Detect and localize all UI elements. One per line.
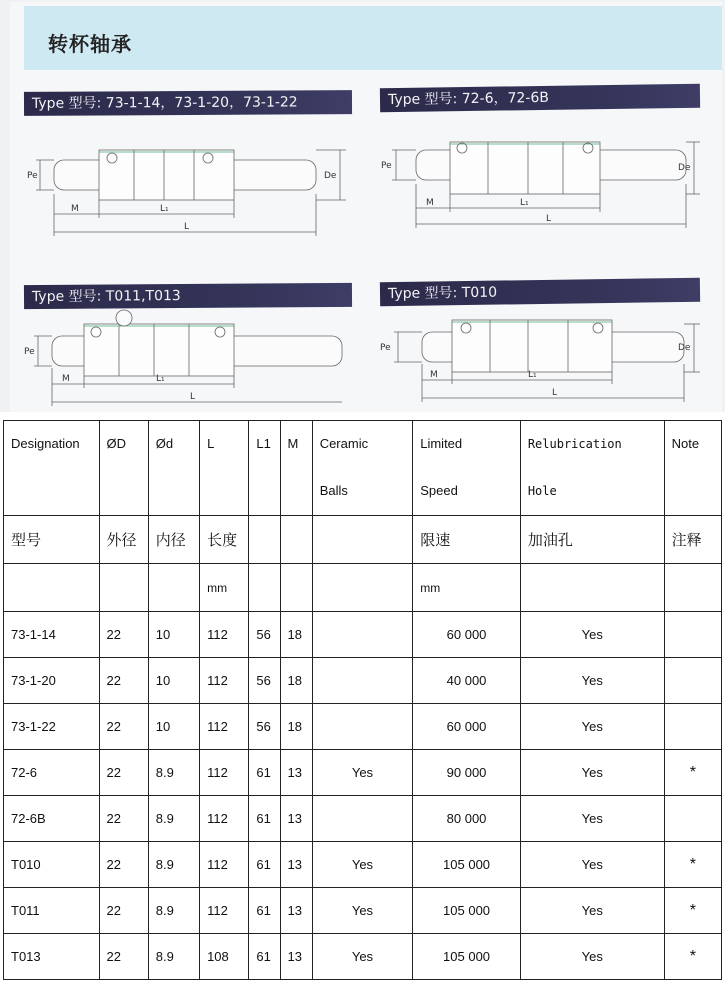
cell-designation: T013 bbox=[4, 934, 100, 980]
spec-table bbox=[3, 420, 722, 980]
cn-length: 长度 bbox=[200, 516, 249, 564]
cell-l1: 61 bbox=[249, 750, 280, 796]
dim-l1: L₁ bbox=[160, 204, 169, 214]
cell-designation: 72-6 bbox=[4, 750, 100, 796]
col-limited-speed: Limited Speed bbox=[413, 421, 521, 516]
dim-m: M bbox=[430, 370, 438, 380]
type-banner-t010: Type 型号: T010 bbox=[380, 278, 700, 306]
cell-ceramic-balls bbox=[312, 796, 413, 842]
cell-limited-speed: 90 000 bbox=[413, 750, 521, 796]
cell-m: 13 bbox=[280, 796, 312, 842]
table-row bbox=[4, 658, 722, 704]
cell-limited-speed: 40 000 bbox=[413, 658, 521, 704]
units-row bbox=[4, 564, 722, 612]
col-designation: Designation bbox=[4, 421, 100, 516]
cell-inner-diameter: 10 bbox=[148, 704, 199, 750]
dim-de: De bbox=[324, 171, 337, 181]
cell-m: 13 bbox=[280, 934, 312, 980]
cn-note: 注释 bbox=[664, 516, 721, 564]
cn-speed: 限速 bbox=[413, 516, 521, 564]
cell-l1: 61 bbox=[249, 888, 280, 934]
col-ceramic-balls: Ceramic Balls bbox=[312, 421, 413, 516]
cell-designation: T011 bbox=[4, 888, 100, 934]
cell-inner-diameter: 10 bbox=[148, 658, 199, 704]
catalog-photo bbox=[0, 0, 725, 412]
dim-l1: L₁ bbox=[528, 370, 537, 380]
cell-l1: 61 bbox=[249, 842, 280, 888]
cell-m: 18 bbox=[280, 612, 312, 658]
dim-m: M bbox=[71, 204, 79, 214]
cell-relubrication-hole: Yes bbox=[520, 842, 664, 888]
cn-designation: 型号 bbox=[4, 516, 100, 564]
table-row bbox=[4, 704, 722, 750]
cell-inner-diameter: 8.9 bbox=[148, 842, 199, 888]
cell-designation: 73-1-14 bbox=[4, 612, 100, 658]
cell-ceramic-balls bbox=[312, 704, 413, 750]
dim-l: L bbox=[184, 222, 190, 232]
cell-relubrication-hole: Yes bbox=[520, 934, 664, 980]
dim-l: L bbox=[546, 214, 552, 224]
dim-de: De bbox=[678, 163, 691, 173]
cell-designation: 73-1-20 bbox=[4, 658, 100, 704]
cell-relubrication-hole: Yes bbox=[520, 704, 664, 750]
cell-ceramic-balls: Yes bbox=[312, 842, 413, 888]
col-note: Note bbox=[664, 421, 721, 516]
cell-length: 108 bbox=[200, 934, 249, 980]
cell-note: * bbox=[664, 842, 721, 888]
cell-inner-diameter: 10 bbox=[148, 612, 199, 658]
cn-inner-diameter: 内径 bbox=[148, 516, 199, 564]
cell-length: 112 bbox=[200, 750, 249, 796]
cell-ceramic-balls: Yes bbox=[312, 934, 413, 980]
cell-inner-diameter: 8.9 bbox=[148, 934, 199, 980]
cell-outer-diameter: 22 bbox=[99, 704, 148, 750]
cell-limited-speed: 80 000 bbox=[413, 796, 521, 842]
cn-empty bbox=[312, 516, 413, 564]
col-relubrication-hole: Relubrication Hole bbox=[520, 421, 664, 516]
table-row bbox=[4, 934, 722, 980]
dim-m: M bbox=[62, 374, 70, 384]
cell-m: 13 bbox=[280, 750, 312, 796]
cell-designation: 72-6B bbox=[4, 796, 100, 842]
cell-m: 18 bbox=[280, 658, 312, 704]
bearing-drawing-t010 bbox=[378, 302, 708, 406]
cn-empty bbox=[280, 516, 312, 564]
col-inner-diameter: Ød bbox=[148, 421, 199, 516]
cell-m: 13 bbox=[280, 888, 312, 934]
cell-relubrication-hole: Yes bbox=[520, 658, 664, 704]
table-row bbox=[4, 612, 722, 658]
table-row bbox=[4, 750, 722, 796]
dim-de: De bbox=[678, 343, 691, 353]
cell-l1: 56 bbox=[249, 612, 280, 658]
cell-inner-diameter: 8.9 bbox=[148, 750, 199, 796]
cell-note bbox=[664, 612, 721, 658]
cell-note: * bbox=[664, 750, 721, 796]
type-banner-t011: Type 型号: T011,T013 bbox=[24, 283, 352, 309]
cell-ceramic-balls bbox=[312, 612, 413, 658]
cell-inner-diameter: 8.9 bbox=[148, 888, 199, 934]
unit-length: mm bbox=[200, 564, 249, 612]
cell-outer-diameter: 22 bbox=[99, 658, 148, 704]
dim-pe: Pe bbox=[24, 347, 35, 357]
cell-outer-diameter: 22 bbox=[99, 796, 148, 842]
cell-limited-speed: 105 000 bbox=[413, 842, 521, 888]
cell-inner-diameter: 8.9 bbox=[148, 796, 199, 842]
cell-relubrication-hole: Yes bbox=[520, 612, 664, 658]
cell-length: 112 bbox=[200, 796, 249, 842]
cell-outer-diameter: 22 bbox=[99, 842, 148, 888]
cell-l1: 56 bbox=[249, 704, 280, 750]
cell-note: * bbox=[664, 934, 721, 980]
bearing-drawing-73-1 bbox=[24, 134, 354, 244]
cell-note bbox=[664, 704, 721, 750]
dim-l: L bbox=[552, 388, 558, 398]
cell-limited-speed: 60 000 bbox=[413, 612, 521, 658]
table-body bbox=[4, 612, 722, 980]
cell-limited-speed: 105 000 bbox=[413, 888, 521, 934]
section-title: 转杯轴承 bbox=[48, 32, 132, 56]
section-title-band bbox=[24, 6, 722, 70]
cell-length: 112 bbox=[200, 612, 249, 658]
unit-speed: mm bbox=[413, 564, 521, 612]
cell-limited-speed: 105 000 bbox=[413, 934, 521, 980]
cell-length: 112 bbox=[200, 888, 249, 934]
cell-relubrication-hole: Yes bbox=[520, 888, 664, 934]
dim-pe: Pe bbox=[27, 171, 38, 181]
dim-pe: Pe bbox=[380, 343, 391, 353]
cell-m: 13 bbox=[280, 842, 312, 888]
cell-length: 112 bbox=[200, 658, 249, 704]
cell-length: 112 bbox=[200, 704, 249, 750]
cell-ceramic-balls: Yes bbox=[312, 888, 413, 934]
cell-relubrication-hole: Yes bbox=[520, 750, 664, 796]
cell-note: * bbox=[664, 888, 721, 934]
table-row bbox=[4, 888, 722, 934]
col-outer-diameter: ØD bbox=[99, 421, 148, 516]
cn-empty bbox=[249, 516, 280, 564]
header-row-cn bbox=[4, 516, 722, 564]
cell-limited-speed: 60 000 bbox=[413, 704, 521, 750]
cell-length: 112 bbox=[200, 842, 249, 888]
cell-note bbox=[664, 796, 721, 842]
table-row bbox=[4, 796, 722, 842]
dim-l: L bbox=[190, 392, 196, 402]
cell-outer-diameter: 22 bbox=[99, 934, 148, 980]
cell-outer-diameter: 22 bbox=[99, 750, 148, 796]
type-banner-72-6: Type 型号: 72-6，72-6B bbox=[380, 84, 700, 112]
col-m: M bbox=[280, 421, 312, 516]
cell-relubrication-hole: Yes bbox=[520, 796, 664, 842]
cell-ceramic-balls bbox=[312, 658, 413, 704]
type-banner-73-1: Type 型号: 73-1-14，73-1-20，73-1-22 bbox=[24, 90, 352, 116]
table-row bbox=[4, 842, 722, 888]
bearing-drawing-72-6 bbox=[378, 128, 708, 238]
cell-note bbox=[664, 658, 721, 704]
cell-m: 18 bbox=[280, 704, 312, 750]
cell-outer-diameter: 22 bbox=[99, 888, 148, 934]
dim-pe: Pe bbox=[381, 161, 392, 171]
cell-l1: 61 bbox=[249, 796, 280, 842]
cell-designation: T010 bbox=[4, 842, 100, 888]
cell-l1: 56 bbox=[249, 658, 280, 704]
bearing-drawing-t011 bbox=[24, 306, 354, 410]
cell-designation: 73-1-22 bbox=[4, 704, 100, 750]
dim-m: M bbox=[426, 198, 434, 208]
col-length: L bbox=[200, 421, 249, 516]
cell-ceramic-balls: Yes bbox=[312, 750, 413, 796]
dim-l1: L₁ bbox=[520, 198, 529, 208]
cn-outer-diameter: 外径 bbox=[99, 516, 148, 564]
col-l1: L1 bbox=[249, 421, 280, 516]
dim-l1: L₁ bbox=[156, 374, 165, 384]
cell-outer-diameter: 22 bbox=[99, 612, 148, 658]
cell-l1: 61 bbox=[249, 934, 280, 980]
header-row-en bbox=[4, 421, 722, 516]
cn-relub: 加油孔 bbox=[520, 516, 664, 564]
